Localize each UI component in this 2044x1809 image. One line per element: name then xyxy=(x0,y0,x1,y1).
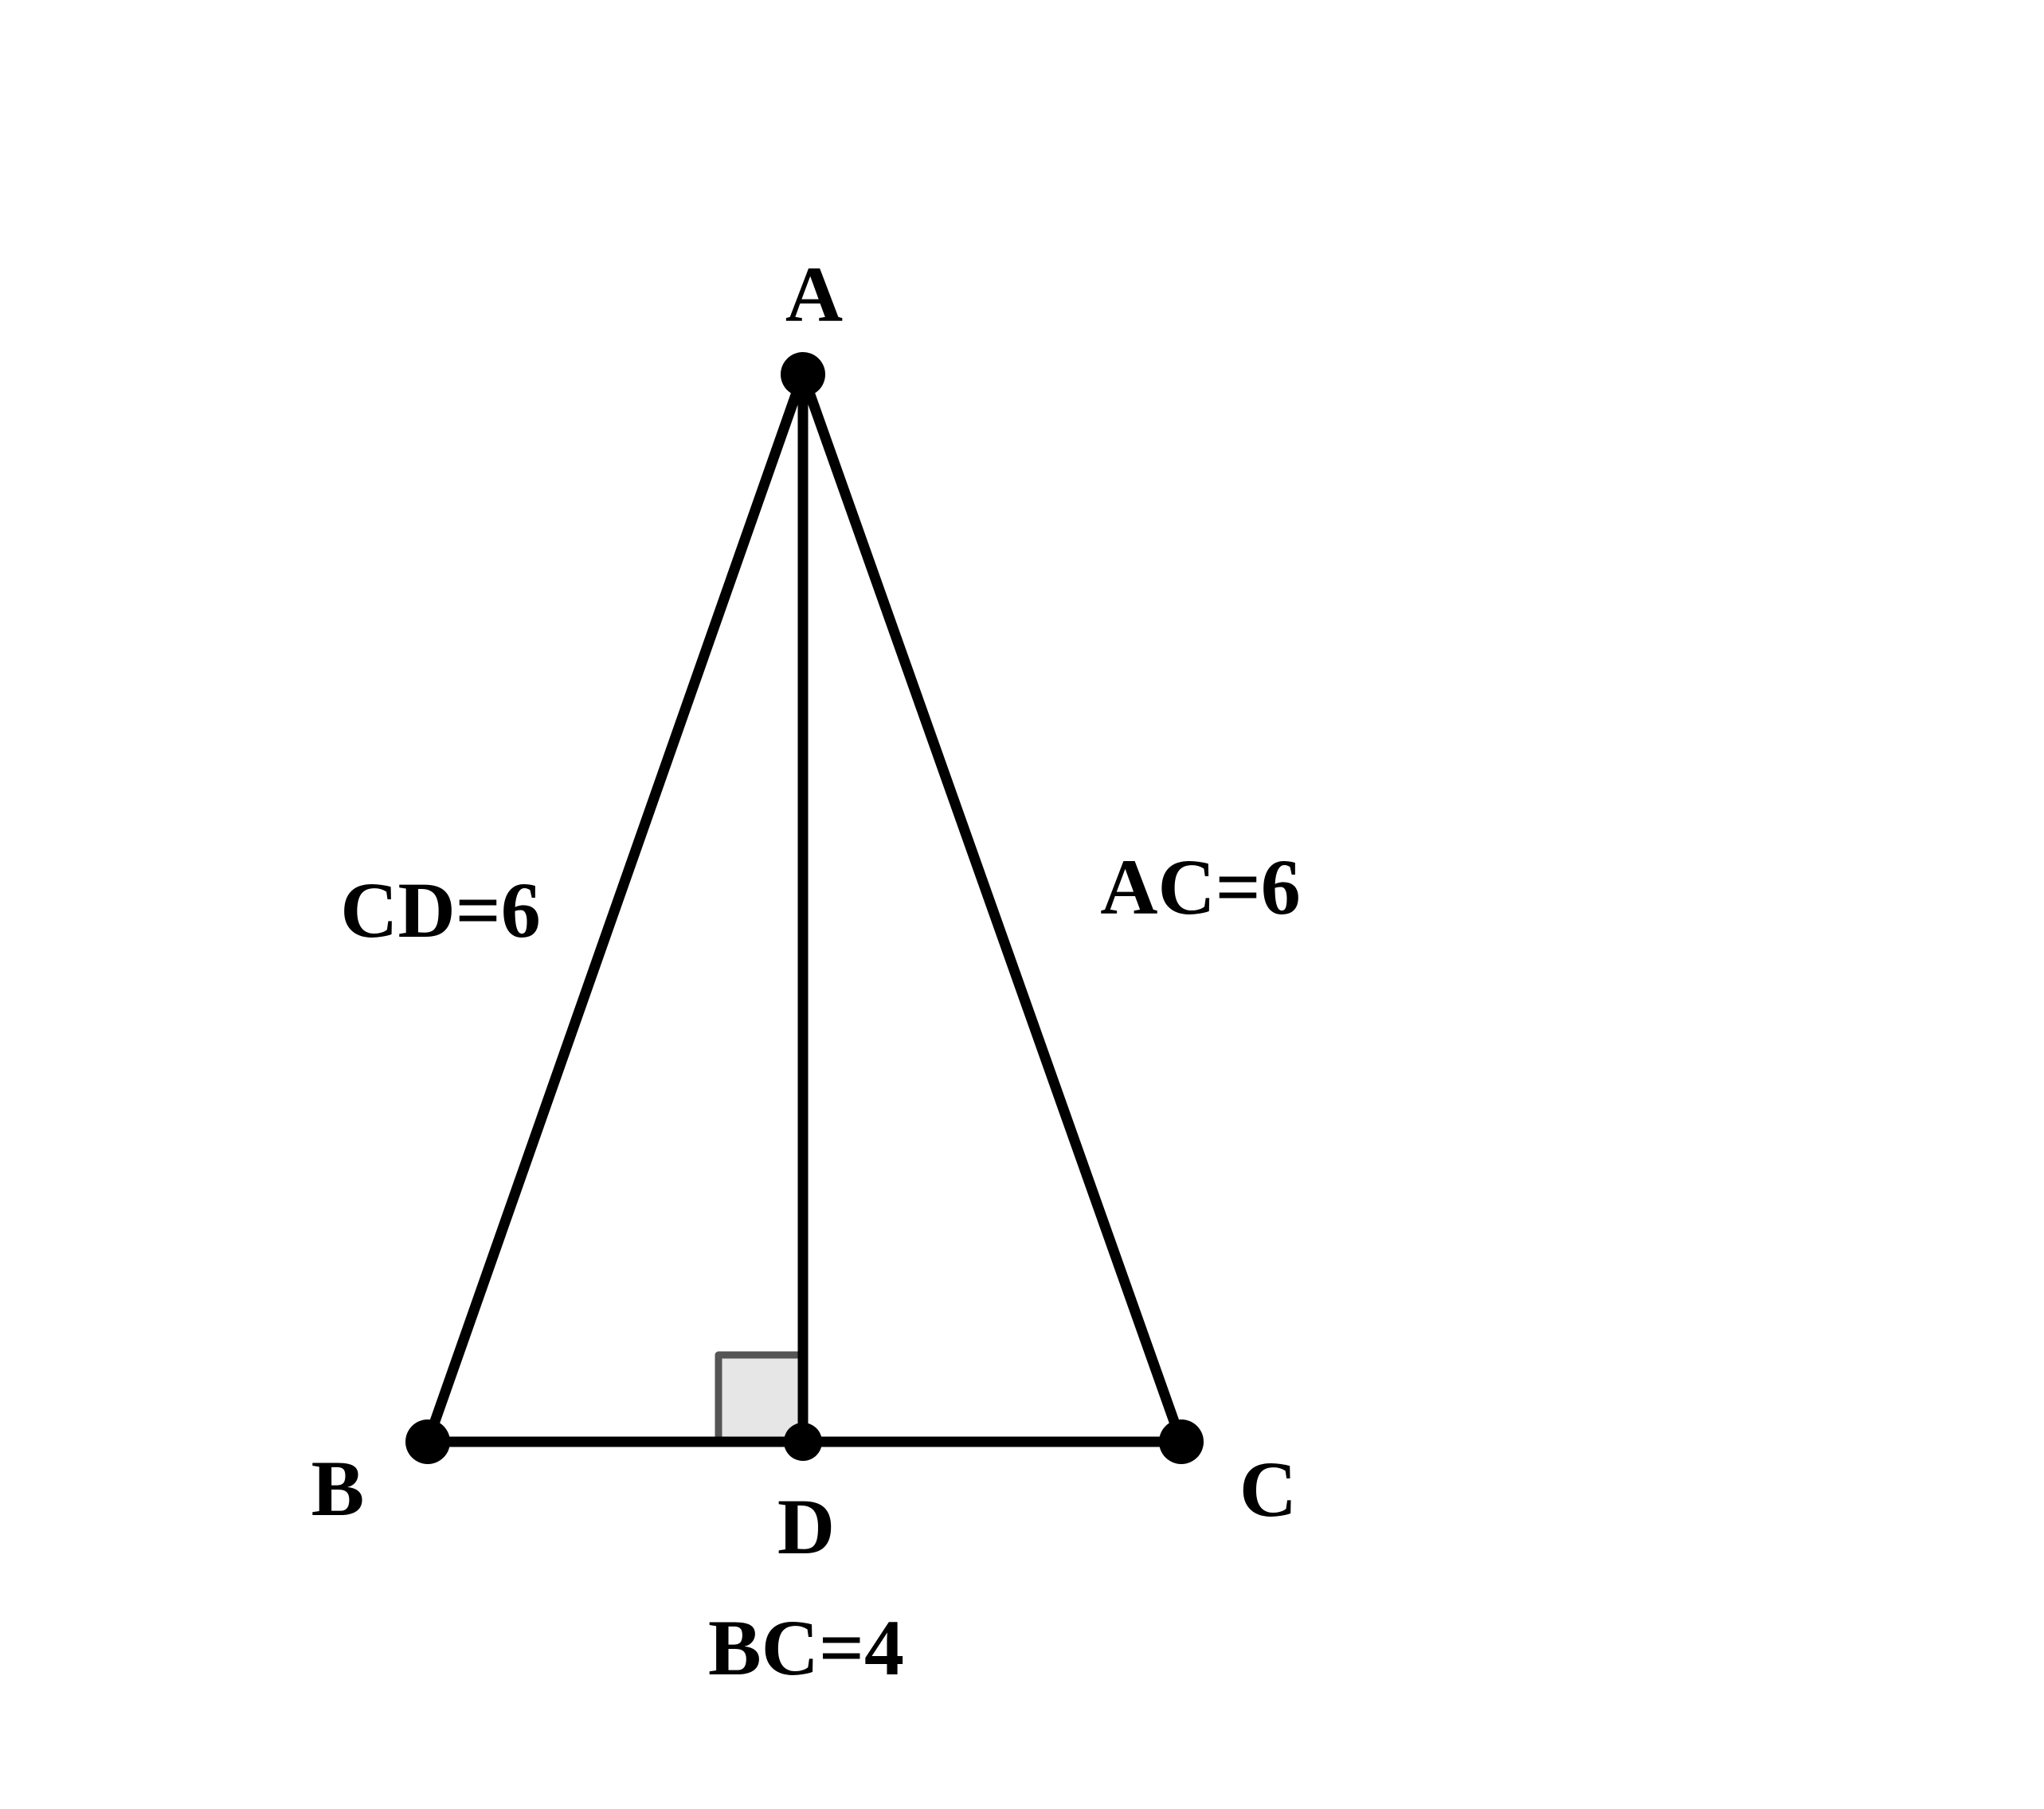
label-c: C xyxy=(1239,1445,1298,1533)
label-d: D xyxy=(777,1482,836,1571)
measurement-cd: CD=6 xyxy=(340,866,541,954)
measurement-ac: AC=6 xyxy=(1100,843,1301,931)
label-a: A xyxy=(785,250,844,339)
point-a xyxy=(781,352,825,397)
point-b xyxy=(405,1419,450,1464)
right-angle-marker xyxy=(719,1355,801,1442)
point-c xyxy=(1159,1419,1204,1464)
point-d xyxy=(784,1423,822,1461)
label-b: B xyxy=(311,1444,365,1533)
measurement-bc: BC=4 xyxy=(708,1603,904,1692)
